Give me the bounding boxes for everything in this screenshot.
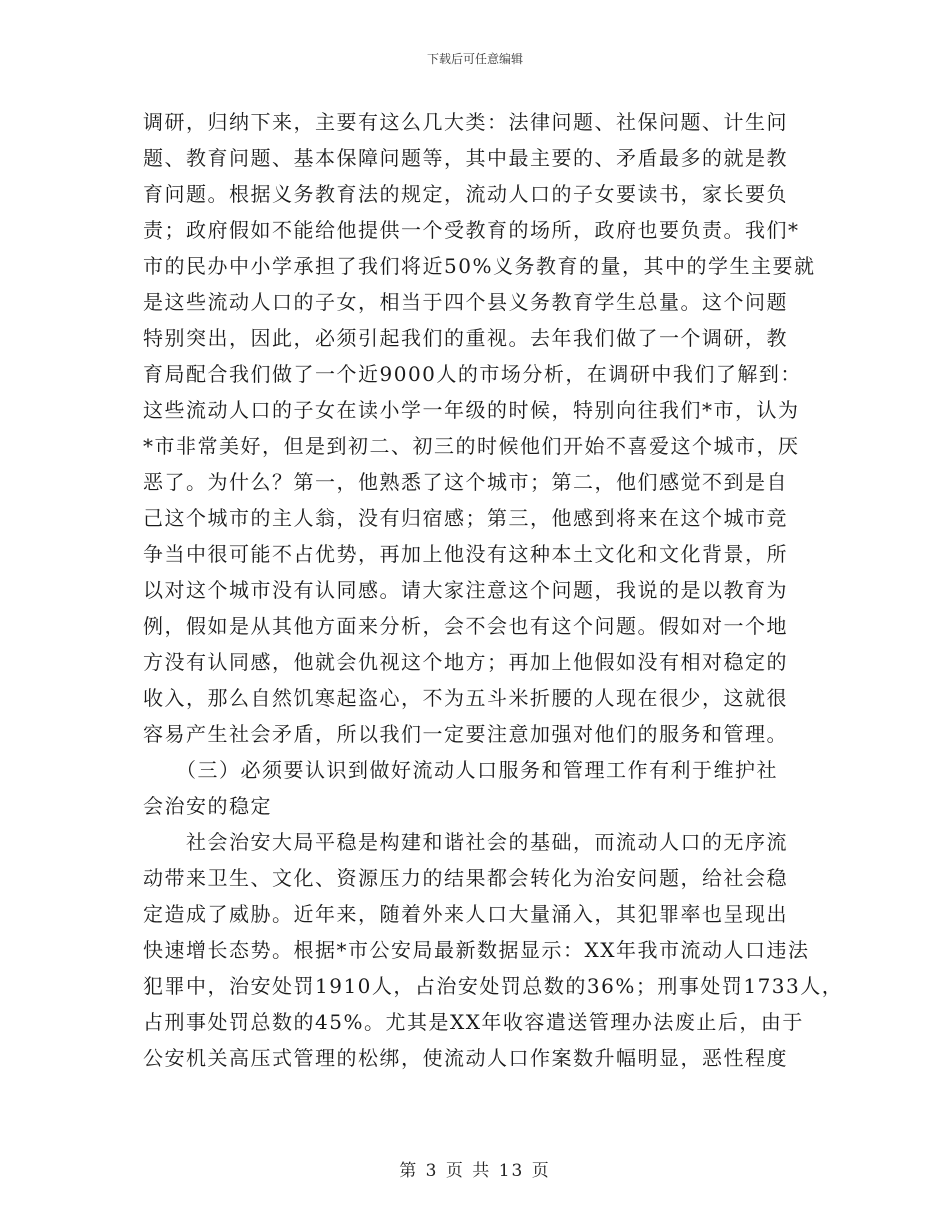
text-line: 犯罪中，治安处罚1910人，占治安处罚总数的36%；刑事处罚1733人，: [143, 974, 844, 998]
text-line: 题、教育问题、基本保障问题等，其中最主要的、矛盾最多的就是教: [143, 146, 788, 170]
text-line: 育问题。根据义务教育法的规定，流动人口的子女要读书，家长要负: [143, 182, 788, 206]
section-heading-line: （三）必须要认识到做好流动人口服务和管理工作有利于维护社: [143, 758, 778, 782]
text-line: 是这些流动人口的子女，相当于四个县义务教育学生总量。这个问题: [143, 290, 788, 314]
text-line: 快速增长态势。根据*市公安局最新数据显示：XX年我市流动人口违法: [143, 938, 810, 962]
text-line: 调研，归纳下来，主要有这么几大类：法律问题、社保问题、计生问: [143, 110, 788, 134]
text-line: 例，假如是从其他方面来分析，会不会也有这个问题。假如对一个地: [143, 614, 788, 638]
text-line: 动带来卫生、文化、资源压力的结果都会转化为治安问题，给社会稳: [143, 866, 788, 890]
text-line: 责；政府假如不能给他提供一个受教育的场所，政府也要负责。我们*: [143, 218, 800, 242]
text-line: 己这个城市的主人翁，没有归宿感；第三，他感到将来在这个城市竞: [143, 506, 788, 530]
text-line: 以对这个城市没有认同感。请大家注意这个问题，我说的是以教育为: [143, 578, 788, 602]
text-line: 收入，那么自然饥寒起盗心，不为五斗米折腰的人现在很少，这就很: [143, 686, 788, 710]
text-line: 占刑事处罚总数的45%。尤其是XX年收容遣送管理办法废止后，由于: [143, 1010, 804, 1034]
text-line: 这些流动人口的子女在读小学一年级的时候，特别向往我们*市，认为: [143, 398, 800, 422]
document-body: [143, 104, 844, 1076]
text-line: 恶了。为什么？第一，他熟悉了这个城市；第二，他们感觉不到是自: [143, 470, 788, 494]
text-line: 定造成了威胁。近年来，随着外来人口大量涌入，其犯罪率也呈现出: [143, 902, 788, 926]
page-header: 下载后可任意编辑: [426, 52, 523, 66]
page-number-footer: 第 3 页 共 13 页: [399, 1161, 551, 1181]
text-line: 容易产生社会矛盾，所以我们一定要注意加强对他们的服务和管理。: [143, 722, 788, 746]
text-line: 育局配合我们做了一个近9000人的市场分析，在调研中我们了解到：: [143, 362, 802, 386]
text-line: 争当中很可能不占优势，再加上他没有这种本土文化和文化背景，所: [143, 542, 788, 566]
text-line: 市的民办中小学承担了我们将近50%义务教育的量，其中的学生主要就: [143, 254, 816, 278]
section-heading-line: 会治安的稳定: [143, 794, 272, 818]
text-line: 方没有认同感，他就会仇视这个地方；再加上他假如没有相对稳定的: [143, 650, 788, 674]
text-line: 社会治安大局平稳是构建和谐社会的基础，而流动人口的无序流: [143, 830, 788, 854]
text-line: *市非常美好，但是到初二、初三的时候他们开始不喜爱这个城市，厌: [143, 434, 800, 458]
text-line: 特别突出，因此，必须引起我们的重视。去年我们做了一个调研，教: [143, 326, 788, 350]
text-line: 公安机关高压式管理的松绑，使流动人口作案数升幅明显，恶性程度: [143, 1046, 788, 1070]
